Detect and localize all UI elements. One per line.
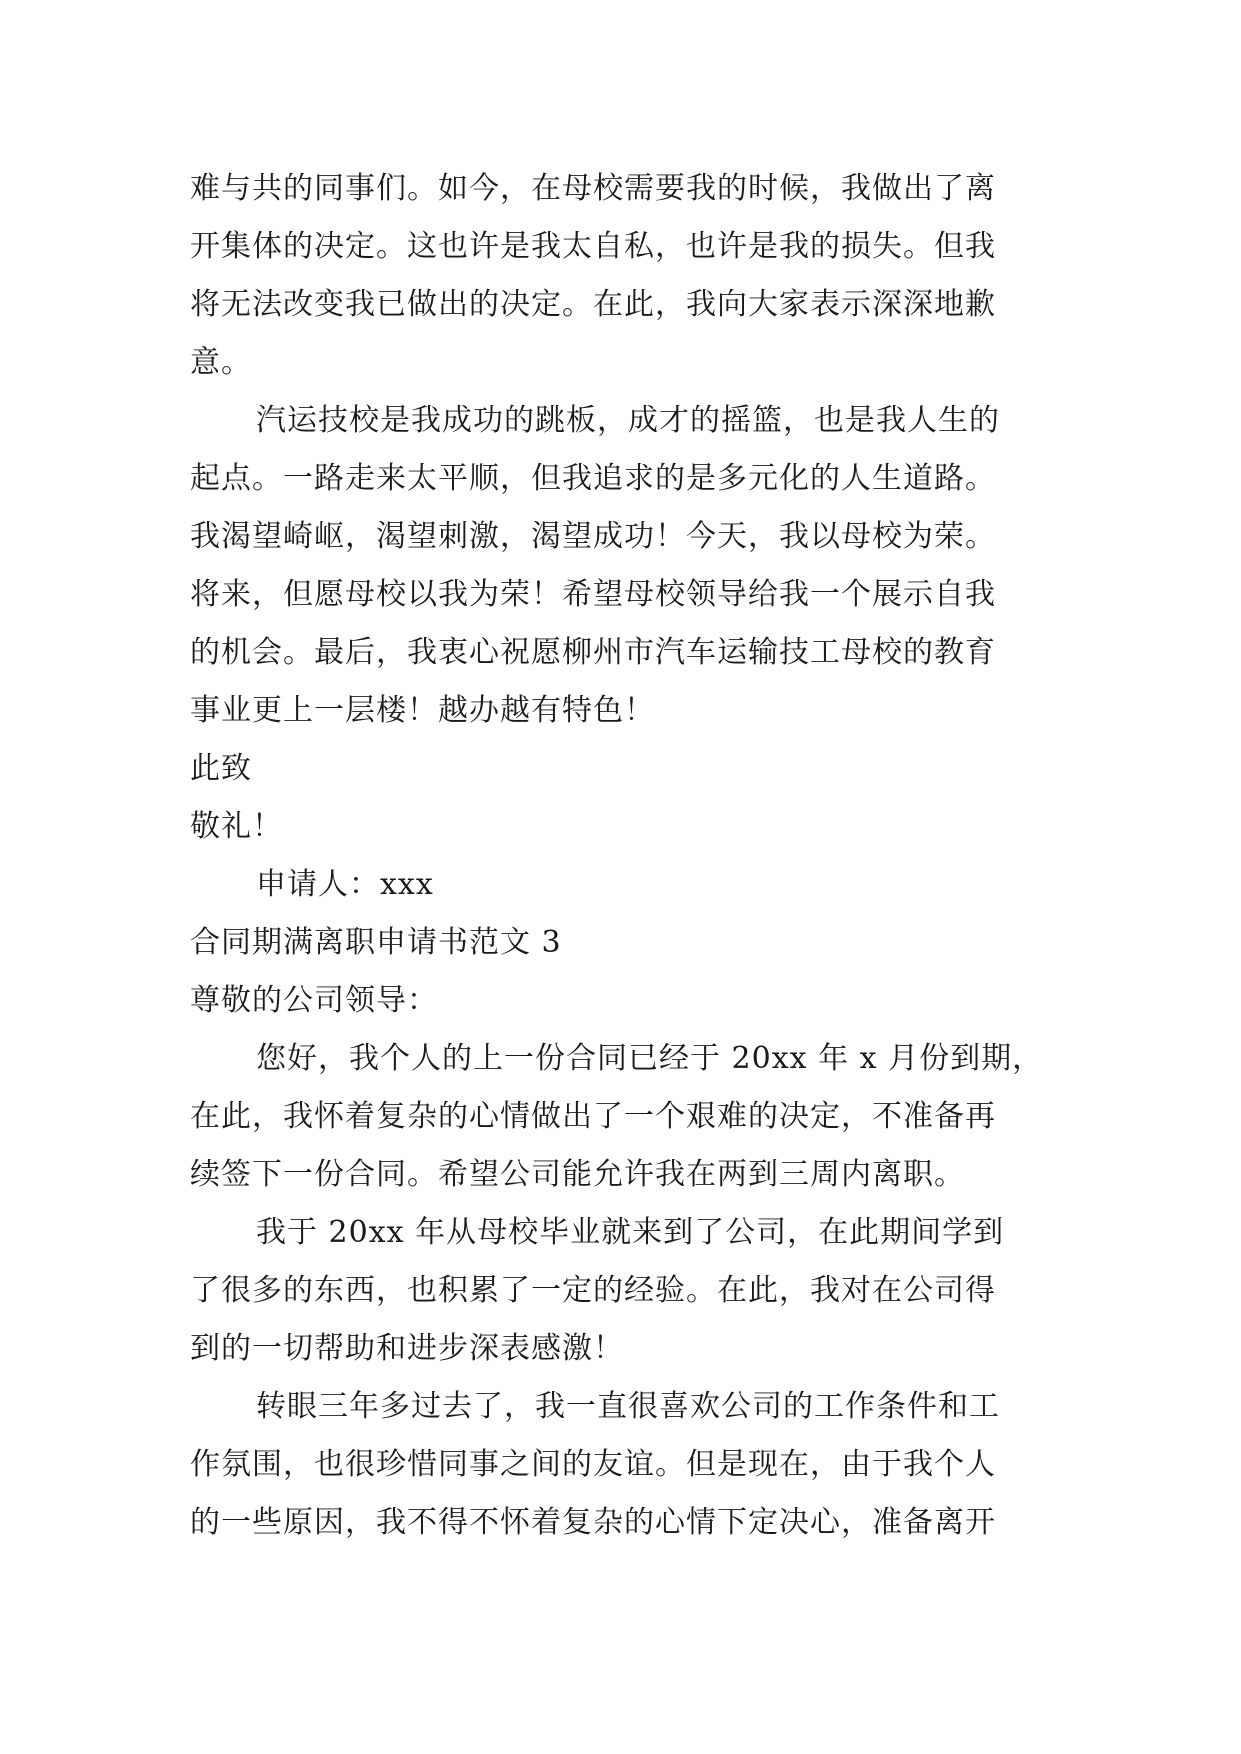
paragraph (190, 1378, 1060, 1552)
text-line: 我渴望崎岖，渴望刺激，渴望成功！今天，我以母校为荣。 (190, 519, 996, 554)
text-line: 起点。一路走来太平顺，但我追求的是多元化的人生道路。 (190, 461, 996, 496)
text-line: 汽运技校是我成功的跳板，成才的摇篮，也是我人生的 (256, 403, 1000, 438)
signature: 申请人：xxx (256, 867, 434, 902)
salutation: 尊敬的公司领导： (190, 983, 438, 1018)
text-line: 意。 (190, 345, 252, 380)
paragraph (190, 160, 1060, 392)
paragraph (190, 1204, 1060, 1378)
paragraph (190, 1030, 1060, 1204)
paragraph (190, 392, 1060, 740)
text-line: 我于 20xx 年从母校毕业就来到了公司，在此期间学到 (256, 1215, 1005, 1250)
text-line: 的一些原因，我不得不怀着复杂的心情下定决心，准备离开 (190, 1505, 996, 1540)
text-line: 的机会。最后，我衷心祝愿柳州市汽车运输技工母校的教育 (190, 635, 996, 670)
document-page (190, 160, 1060, 1552)
text-line: 难与共的同事们。如今，在母校需要我的时候，我做出了离 (190, 171, 996, 206)
text-line: 到的一切帮助和进步深表感激！ (190, 1331, 624, 1366)
text-line: 在此，我怀着复杂的心情做出了一个艰难的决定，不准备再 (190, 1099, 996, 1134)
text-line: 作氛围，也很珍惜同事之间的友谊。但是现在，由于我个人 (190, 1447, 996, 1482)
text-line: 了很多的东西，也积累了一定的经验。在此，我对在公司得 (190, 1273, 996, 1308)
section-title: 合同期满离职申请书范文 3 (190, 925, 562, 960)
text-line: 将无法改变我已做出的决定。在此，我向大家表示深深地歉 (190, 287, 996, 322)
text-line: 转眼三年多过去了，我一直很喜欢公司的工作条件和工 (256, 1389, 1000, 1424)
text-line: 将来，但愿母校以我为荣！希望母校领导给我一个展示自我 (190, 577, 996, 612)
text-line: 您好，我个人的上一份合同已经于 20xx 年 x 月份到期， (256, 1041, 1044, 1076)
text-line: 续签下一份合同。希望公司能允许我在两到三周内离职。 (190, 1157, 965, 1192)
closing-salute: 敬礼！ (190, 809, 283, 844)
closing-line: 此致 (190, 751, 252, 786)
text-line: 事业更上一层楼！越办越有特色！ (190, 693, 655, 728)
text-line: 开集体的决定。这也许是我太自私，也许是我的损失。但我 (190, 229, 996, 264)
